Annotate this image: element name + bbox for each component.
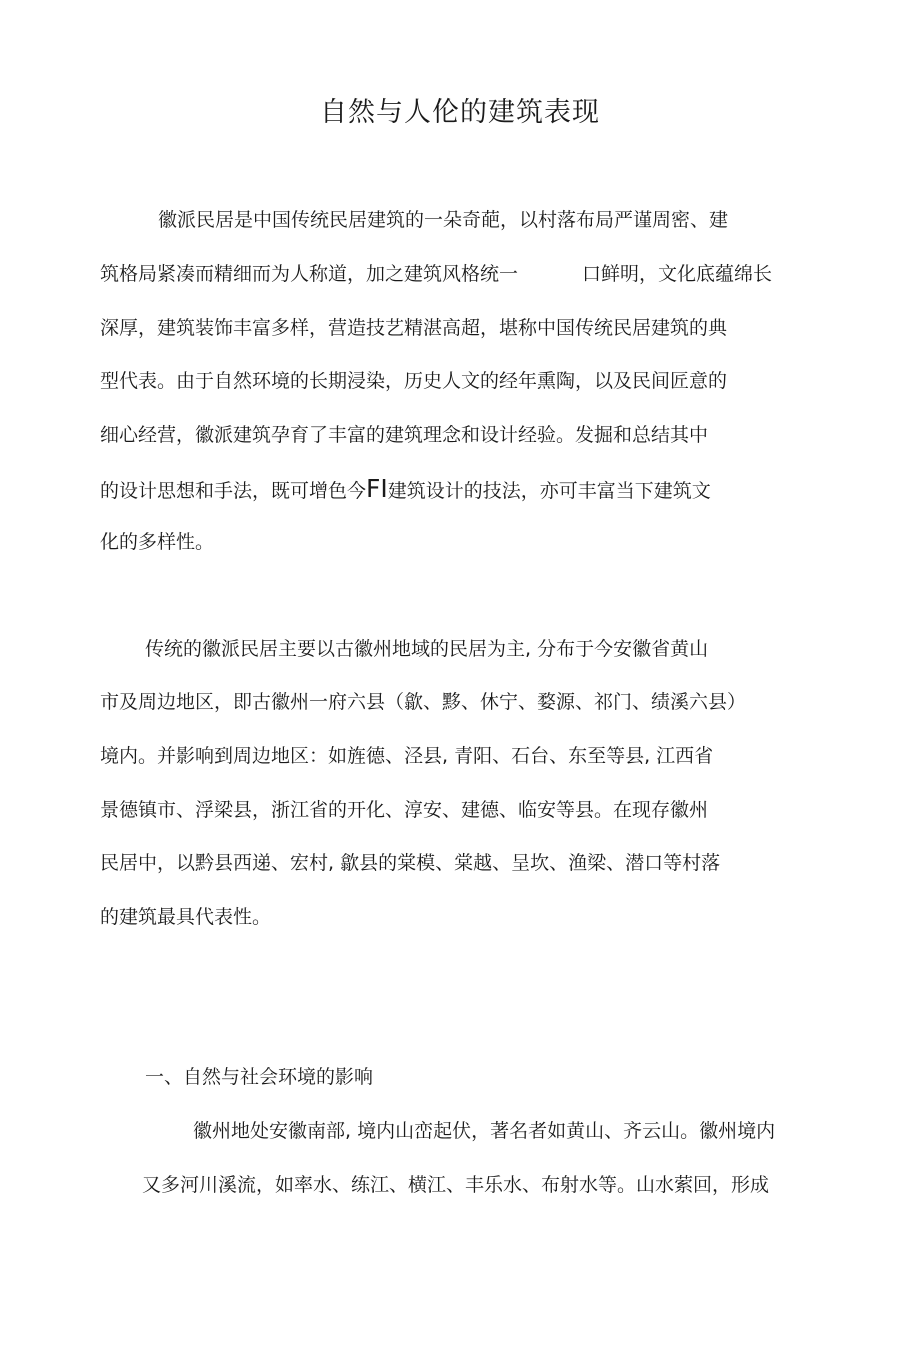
paragraph-line: 景德镇市、浮梁县，浙江省的开化、淳安、建德、临安等县。在现存徽州 bbox=[100, 799, 709, 821]
paragraph-line bbox=[100, 475, 711, 505]
paragraph-line: 民居中，以黔县西递、宏村, 歙县的棠模、棠越、呈坎、渔梁、潜口等村落 bbox=[100, 852, 721, 874]
paragraph-line: 化的多样性。 bbox=[100, 531, 215, 553]
paragraph-line: 型代表。由于自然环境的长期浸染，历史人文的经年熏陶，以及民间匠意的 bbox=[100, 370, 728, 392]
document-title: 自然与人伦的建筑表现 bbox=[320, 97, 600, 128]
paragraph-line: 市及周边地区，即古徽州一府六县（歙、黟、休宁、婺源、祁门、绩溪六县） bbox=[100, 691, 747, 713]
paragraph-line: 又多河川溪流，如率水、练江、横江、丰乐水、布射水等。山水萦回，形成 bbox=[142, 1174, 770, 1196]
paragraph-line: 细心经营，徽派建筑孕育了丰富的建筑理念和设计经验。发掘和总结其中 bbox=[100, 424, 709, 446]
paragraph-line: 的建筑最具代表性。 bbox=[100, 906, 272, 928]
paragraph-line: 深厚，建筑装饰丰富多样，营造技艺精湛高超，堪称中国传统民居建筑的典 bbox=[100, 317, 728, 339]
paragraph-line: 徽派民居是中国传统民居建筑的一朵奇葩，以村落布局严谨周密、建 bbox=[158, 209, 729, 231]
paragraph-text: 筑格局紧凑而精细而为人称道，加之建筑风格统一 bbox=[100, 263, 519, 285]
paragraph-line bbox=[100, 260, 772, 288]
paragraph-text: 建筑设计的技法，亦可丰富当下建筑文 bbox=[387, 480, 711, 502]
ocr-artifact-text: FI bbox=[366, 474, 388, 503]
paragraph-line: 境内。并影响到周边地区：如旌德、泾县, 青阳、石台、东至等县, 江西省 bbox=[100, 745, 714, 767]
paragraph-text: 口鲜明，文化底蕴绵长 bbox=[582, 263, 773, 285]
paragraph-text: 的设计思想和手法，既可增色今 bbox=[100, 480, 367, 502]
paragraph-line: 徽州地处安徽南部, 境内山峦起伏，著名者如黄山、齐云山。徽州境内 bbox=[193, 1120, 776, 1142]
section-heading: 一、自然与社会环境的影响 bbox=[145, 1066, 374, 1088]
paragraph-line: 传统的徽派民居主要以古徽州地域的民居为主, 分布于今安徽省黄山 bbox=[145, 638, 709, 660]
